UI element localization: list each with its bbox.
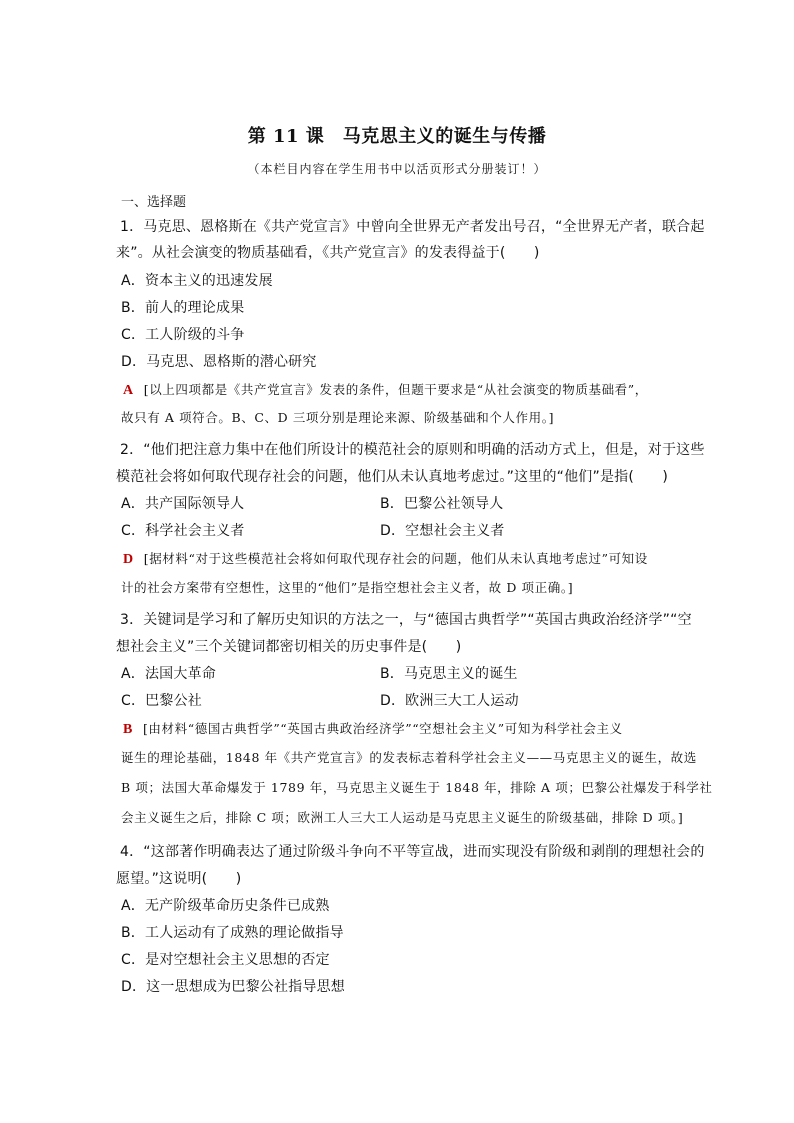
q1-explanation-line2: 故只有 A 项符合。B、C、D 三项分别是理论来源、阶级基础和个人作用。] [121, 410, 555, 425]
q3-option-a: A．法国大革命 [121, 666, 216, 682]
q3-option-b: B．马克思主义的诞生 [380, 666, 518, 682]
q1-answer-key: A [123, 383, 134, 398]
q3-answer [123, 719, 623, 738]
q3-stem-line2: 想社会主义”三个关键词都密切相关的历史事件是( ) [116, 639, 462, 655]
section-heading: 一、选择题 [121, 195, 187, 210]
q2-option-a: A．共产国际领导人 [121, 496, 245, 512]
q4-option-b: B．工人运动有了成熟的理论做指导 [121, 925, 344, 941]
q1-explanation-line1: [以上四项都是《共产党宣言》发表的条件，但题干要求是“从社会演变的物质基础看”， [143, 382, 648, 397]
q2-stem-line1: 2．“他们把注意力集中在他们所设计的模范社会的原则和明确的活动方式上，但是，对于这些 [120, 442, 705, 458]
q2-option-d: D．空想社会主义者 [380, 523, 505, 539]
q2-explanation-line2: 计的社会方案带有空想性，这里的“他们”是指空想社会主义者，故 D 项正确。] [121, 580, 574, 595]
binding-note: （本栏目内容在学生用书中以活页形式分册装订！） [247, 162, 547, 176]
q3-option-d: D．欧洲三大工人运动 [380, 693, 519, 709]
q3-explanation-line2: 诞生的理论基础，1848 年《共产党宣言》的发表标志着科学社会主义——马克思主义的诞生，故选 [121, 750, 697, 765]
q3-explanation-line3: B 项；法国大革命爆发于 1789 年，马克思主义诞生于 1848 年，排除 A 项；巴黎公社爆发于科学社 [121, 780, 713, 795]
q2-answer [123, 549, 648, 568]
q3-explanation-line4: 会主义诞生之后，排除 C 项；欧洲工人三大工人运动是马克思主义诞生的阶级基础，排除 D 项。] [121, 810, 684, 825]
q4-option-d: D．这一思想成为巴黎公社指导思想 [121, 979, 345, 995]
q1-option-c: C．工人阶级的斗争 [121, 327, 245, 343]
q2-stem-line2: 模范社会将如何取代现存社会的问题，他们从未认真地考虑过。”这里的“他们”是指( ) [116, 469, 669, 485]
q2-option-c: C．科学社会主义者 [121, 523, 245, 539]
q1-stem-line2: 来”。从社会演变的物质基础看，《共产党宣言》的发表得益于( ) [116, 245, 540, 261]
q1-option-b: B．前人的理论成果 [121, 300, 245, 316]
q1-option-a: A．资本主义的迅速发展 [121, 273, 273, 289]
q4-stem-line1: 4．“这部著作明确表达了通过阶级斗争向不平等宣战，进而实现没有阶级和剥削的理想社会的 [120, 844, 705, 860]
q1-option-d: D．马克思、恩格斯的潜心研究 [121, 354, 317, 370]
q2-option-b: B．巴黎公社领导人 [380, 496, 504, 512]
q1-answer [123, 380, 648, 399]
q4-option-a: A．无产阶级革命历史条件已成熟 [121, 898, 330, 914]
q2-answer-key: D [123, 552, 134, 567]
q3-stem-line1: 3．关键词是学习和了解历史知识的方法之一，与“德国古典哲学”“英国古典政治经济学”“空 [120, 612, 692, 628]
q4-option-c: C．是对空想社会主义思想的否定 [121, 952, 330, 968]
q4-stem-line2: 愿望。”这说明( ) [116, 871, 242, 887]
q3-option-c: C．巴黎公社 [121, 693, 202, 709]
q2-explanation-line1: [据材料“对于这些模范社会将如何取代现存社会的问题，他们从未认真地考虑过”可知设 [143, 551, 648, 566]
q3-explanation-line1: [由材料“德国古典哲学”“英国古典政治经济学”“空想社会主义”可知为科学社会主义 [142, 721, 623, 736]
q3-answer-key: B [123, 722, 133, 737]
q1-stem-line1: 1．马克思、恩格斯在《共产党宣言》中曾向全世界无产者发出号召，“全世界无产者，联合起 [120, 219, 705, 235]
lesson-title: 第 11 课 马克思主义的诞生与传播 [247, 126, 547, 147]
